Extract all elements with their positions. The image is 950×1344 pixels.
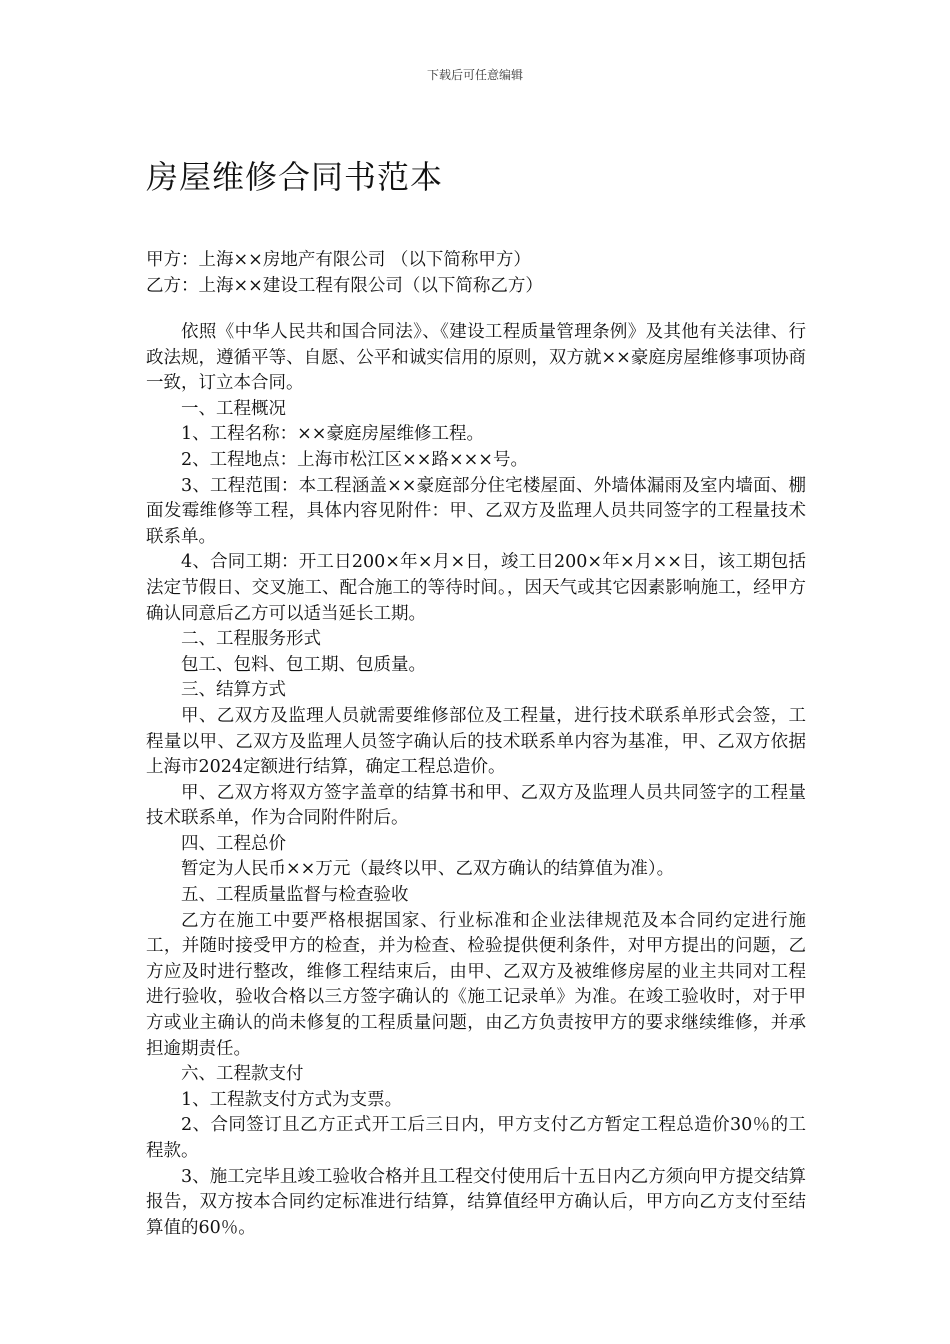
section-heading-3: 三、结算方式 <box>181 680 286 701</box>
clause-paragraph: 甲、乙双方将双方签字盖章的结算书和甲、乙双方及监理人员共同签字的工程量技术联系单，作为合同附件附后。 <box>146 782 806 829</box>
contract-body <box>146 320 806 1241</box>
clause-paragraph: 4、合同工期：开工日200×年×月×日，竣工日200×年×月××日，该工期包括法定节假日、交叉施工、配合施工的等待时间。，因天气或其它因素影响施工，经甲方确认同意后乙方可以适当延长工期。 <box>146 552 806 624</box>
clause-paragraph: 3、工程范围：本工程涵盖××豪庭部分住宅楼屋面、外墙体漏雨及室内墙面、棚面发霉维修等工程，具体内容见附件：甲、乙双方及监理人员共同签字的工程量技术联系单。 <box>146 475 806 547</box>
section-heading-4: 四、工程总价 <box>181 833 286 854</box>
page-header-note: 下载后可任意编辑 <box>426 68 523 82</box>
clause-paragraph: 1、工程款支付方式为支票。 <box>181 1089 403 1110</box>
party-a-line: 甲方：上海××房地产有限公司 （以下简称甲方） <box>146 250 531 270</box>
contract-parties <box>146 247 806 299</box>
clause-paragraph: 暂定为人民币××万元（最终以甲、乙双方确认的结算值为准）。 <box>181 859 675 880</box>
section-heading-6: 六、工程款支付 <box>181 1064 304 1085</box>
section-heading-5: 五、工程质量监督与检查验收 <box>181 885 409 906</box>
clause-paragraph: 2、工程地点：上海市松江区××路×××号。 <box>181 449 528 470</box>
section-heading-2: 二、工程服务形式 <box>181 629 321 650</box>
clause-paragraph: 2、合同签订且乙方正式开工后三日内，甲方支付乙方暂定工程总造价30％的工程款。 <box>146 1115 806 1161</box>
clause-paragraph: 乙方在施工中要严格根据国家、行业标准和企业法律规范及本合同约定进行施工，并随时接受甲方的检查，并为检查、检验提供便利条件，对甲方提出的问题，乙方应及时进行整改，维修工程结束后，由甲、乙双方及被维修房屋的业主共同对工程进行验收，验收合格以三方签字确认的《施工记录单》为准。在竣工验收时，对于甲方或业主确认的尚未修复的工程质量问题，由乙方负责按甲方的要求继续维修，并承担逾期责任。 <box>146 910 806 1059</box>
section-heading-1: 一、工程概况 <box>181 398 286 419</box>
clause-paragraph: 1、工程名称：××豪庭房屋维修工程。 <box>181 424 484 445</box>
clause-paragraph: 包工、包料、包工期、包质量。 <box>181 654 426 675</box>
document-title: 房屋维修合同书范本 <box>146 158 444 196</box>
party-b-line: 乙方：上海××建设工程有限公司（以下简称乙方） <box>146 276 543 296</box>
preamble-paragraph: 依照《中华人民共和国合同法》、《建设工程质量管理条例》及其他有关法律、行政法规，遵循平等、自愿、公平和诚实信用的原则，双方就××豪庭房屋维修事项协商一致，订立本合同。 <box>146 322 806 394</box>
clause-paragraph: 甲、乙双方及监理人员就需要维修部位及工程量，进行技术联系单形式会签，工程量以甲、乙双方及监理人员签字确认后的技术联系单内容为基准，甲、乙双方依据上海市2024定额进行结算，确定工程总造价。 <box>146 705 806 778</box>
clause-paragraph: 3、施工完毕且竣工验收合格并且工程交付使用后十五日内乙方须向甲方提交结算报告，双方按本合同约定标准进行结算，结算值经甲方确认后，甲方向乙方支付至结算值的60％。 <box>146 1166 806 1238</box>
